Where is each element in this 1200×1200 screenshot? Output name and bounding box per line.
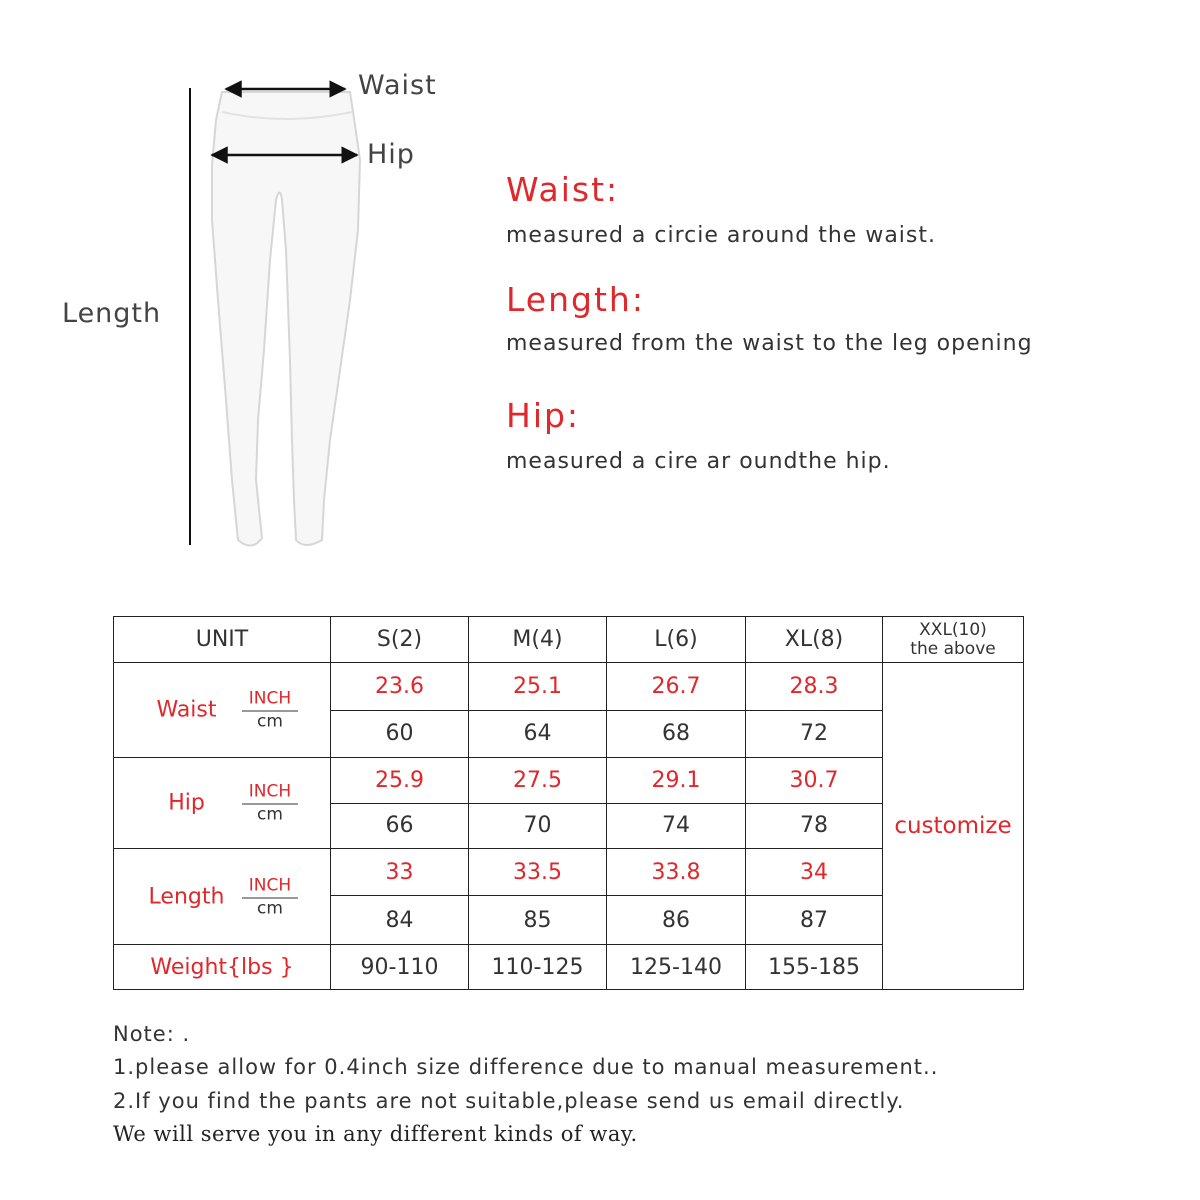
length-row-label	[114, 849, 331, 945]
xxl-line1: XXL(10)	[919, 619, 987, 640]
table-cell: 155-185	[746, 945, 883, 990]
table-cell: 84	[331, 896, 469, 945]
note-heading: Note: .	[113, 1022, 191, 1046]
table-cell: 34	[746, 849, 883, 896]
table-header-row	[114, 617, 1024, 663]
table-cell: 26.7	[607, 663, 746, 711]
note-line-1: 1.please allow for 0.4inch size difference due to manual measurement..	[113, 1055, 939, 1079]
note-line-3: We will serve you in any different kinds of way.	[113, 1122, 638, 1146]
inch-label: INCH	[242, 689, 298, 712]
inch-label: INCH	[242, 782, 298, 805]
waist-definition-text: measured a circie around the waist.	[506, 223, 937, 248]
inch-label: INCH	[242, 875, 298, 898]
table-cell: 74	[607, 803, 746, 849]
table-row	[114, 663, 1024, 711]
length-diagram-label: Length	[62, 298, 162, 329]
size-chart-table	[113, 616, 1024, 990]
hip-row-label	[114, 758, 331, 849]
table-cell: 29.1	[607, 758, 746, 804]
size-header-s: S(2)	[331, 617, 469, 663]
table-cell: 68	[607, 710, 746, 758]
waist-row-name: Waist	[156, 697, 217, 723]
table-cell: 33	[331, 849, 469, 896]
table-cell: 30.7	[746, 758, 883, 804]
leggings-silhouette	[212, 92, 360, 546]
table-cell: 25.9	[331, 758, 469, 804]
table-cell: 60	[331, 710, 469, 758]
unit-fraction	[242, 689, 298, 732]
table-cell: 64	[469, 710, 607, 758]
xxl-line2: the above	[910, 638, 996, 659]
table-cell: 125-140	[607, 945, 746, 990]
table-cell: 33.5	[469, 849, 607, 896]
table-cell: 25.1	[469, 663, 607, 711]
cm-label: cm	[257, 898, 283, 918]
length-definition-text: measured from the waist to the leg opening	[506, 331, 1033, 356]
unit-header: UNIT	[114, 617, 331, 663]
size-header-xl: XL(8)	[746, 617, 883, 663]
table-cell: 27.5	[469, 758, 607, 804]
table-cell: 86	[607, 896, 746, 945]
table-cell: 85	[469, 896, 607, 945]
length-row-name: Length	[148, 884, 225, 909]
length-definition-title: Length:	[506, 280, 645, 319]
hip-diagram-label: Hip	[367, 139, 415, 170]
size-header-l: L(6)	[607, 617, 746, 663]
table-cell: 72	[746, 710, 883, 758]
unit-fraction	[242, 782, 298, 825]
table-cell: 110-125	[469, 945, 607, 990]
table-cell: 78	[746, 803, 883, 849]
size-header-m: M(4)	[469, 617, 607, 663]
table-cell: 66	[331, 803, 469, 849]
table-cell: 33.8	[607, 849, 746, 896]
unit-fraction	[242, 875, 298, 918]
table-cell: 90-110	[331, 945, 469, 990]
size-header-xxl	[883, 617, 1024, 663]
table-cell: 23.6	[331, 663, 469, 711]
table-cell: 28.3	[746, 663, 883, 711]
customize-cell: customize	[883, 663, 1024, 990]
table-cell: 70	[469, 803, 607, 849]
weight-row-label: Weight{lbs }	[114, 945, 331, 990]
cm-label: cm	[257, 711, 283, 732]
waist-row-label	[114, 663, 331, 758]
hip-definition-title: Hip:	[506, 396, 581, 435]
table-cell: 87	[746, 896, 883, 945]
hip-row-name: Hip	[168, 790, 205, 816]
cm-label: cm	[257, 804, 283, 825]
hip-definition-text: measured a cire ar oundthe hip.	[506, 449, 891, 474]
waist-definition-title: Waist:	[506, 170, 620, 209]
waist-diagram-label: Waist	[358, 70, 437, 101]
note-line-2: 2.If you find the pants are not suitable,please send us email directly.	[113, 1089, 905, 1113]
